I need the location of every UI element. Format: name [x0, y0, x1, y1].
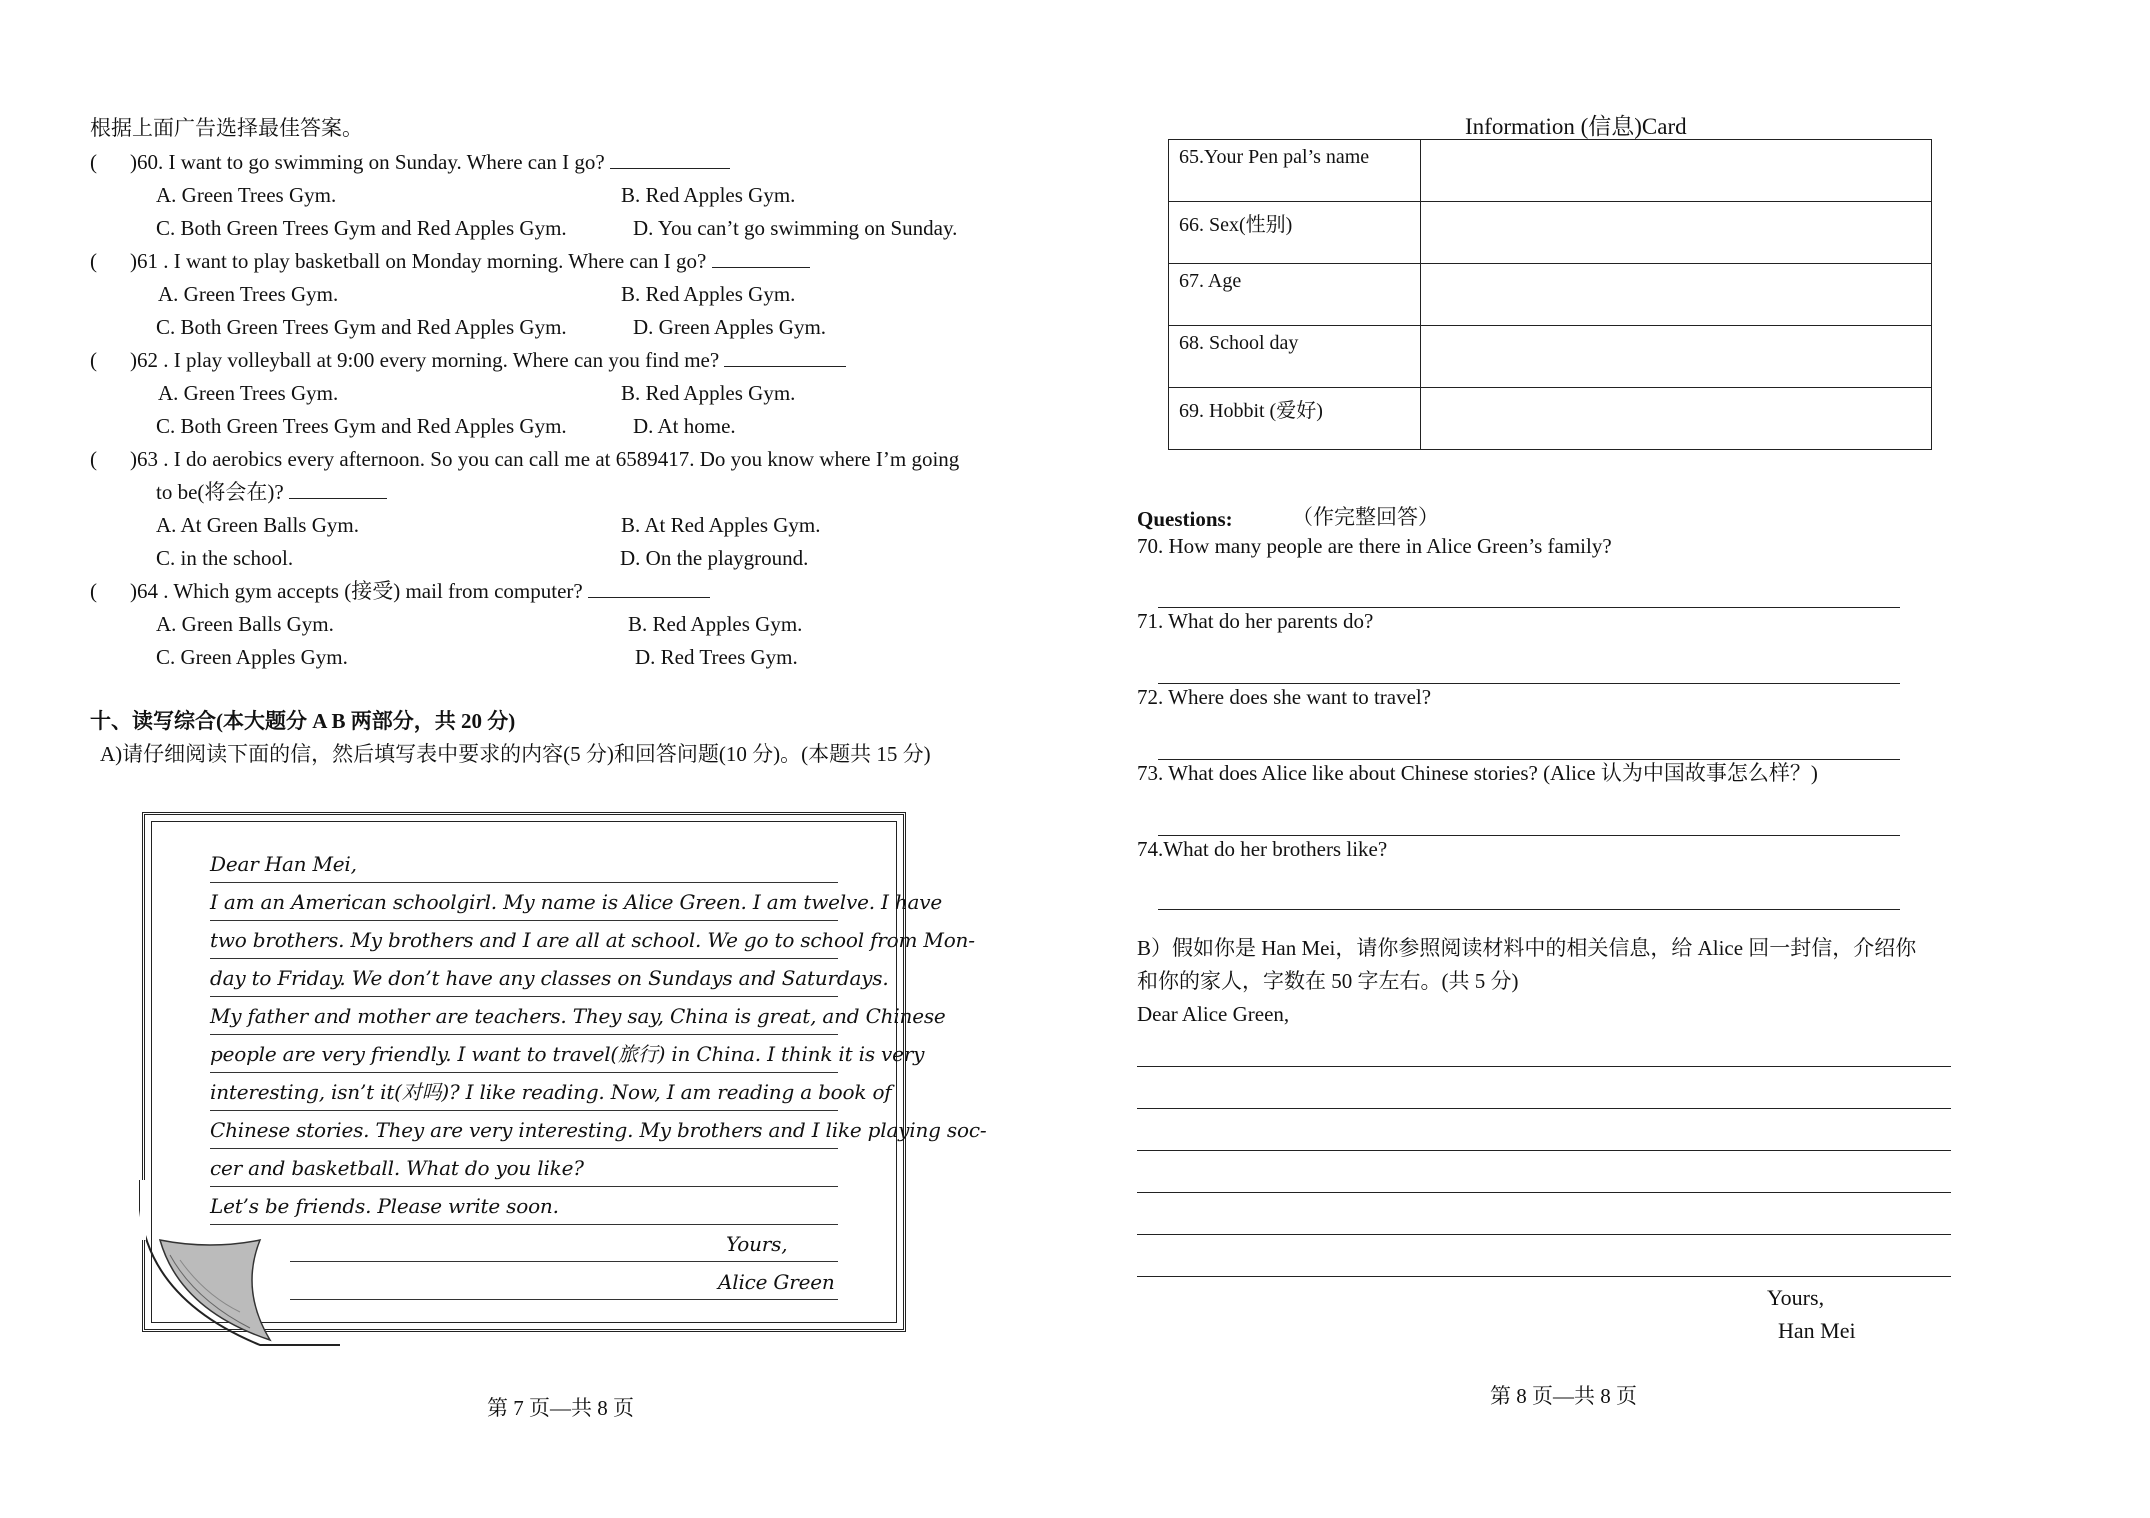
option-a[interactable]: A. Green Trees Gym.	[156, 183, 337, 207]
part-b-instruction: B）假如你是 Han Mei，请你参照阅读材料中的相关信息，给 Alice 回一封信，介绍你	[1137, 936, 1917, 960]
letter-greeting: Dear Han Mei,	[210, 846, 838, 883]
writing-line[interactable]	[1137, 1192, 1951, 1193]
card-answer-cell[interactable]	[1421, 264, 1932, 326]
option-b[interactable]: B. At Red Apples Gym.	[621, 513, 821, 537]
option-d[interactable]: D. You can’t go swimming on Sunday.	[633, 216, 958, 240]
question-73: 73. What does Alice like about Chinese stories? (Alice 认为中国故事怎么样？)	[1137, 761, 1818, 785]
option-d[interactable]: D. Red Trees Gym.	[635, 645, 798, 669]
question-71: 71. What do her parents do?	[1137, 609, 1374, 633]
letter-line: cer and basketball. What do you like?	[210, 1150, 838, 1187]
writing-line[interactable]	[1137, 1234, 1951, 1235]
card-answer-cell[interactable]	[1421, 388, 1932, 450]
card-label: 65.Your Pen pal’s name	[1169, 140, 1421, 202]
question-70: 70. How many people are there in Alice Green’s family?	[1137, 534, 1612, 558]
question-72: 72. Where does she want to travel?	[1137, 685, 1432, 709]
card-label: 66. Sex(性别)	[1169, 202, 1421, 264]
page-footer-left: 第 7 页—共 8 页	[487, 1396, 634, 1420]
table-row	[1169, 264, 1932, 326]
answer-blank[interactable]	[289, 478, 387, 499]
question-stem: )62 . I play volleyball at 9:00 every morning. Where can you find me?	[130, 346, 846, 374]
reply-signature: Han Mei	[1778, 1318, 1856, 1343]
part-b-instruction-continued: 和你的家人，字数在 50 字左右。(共 5 分)	[1137, 969, 1519, 993]
letter-line: interesting, isn’t it(对吗)? I like reading. Now, I am reading a book of	[210, 1074, 838, 1111]
reply-closing: Yours,	[1767, 1285, 1825, 1310]
intro-instruction: 根据上面广告选择最佳答案。	[90, 116, 363, 140]
question-stem: )64 . Which gym accepts (接受) mail from computer?	[130, 577, 710, 605]
answer-paren: (	[90, 447, 97, 471]
option-c[interactable]: C. Both Green Trees Gym and Red Apples Gym.	[156, 216, 567, 240]
answer-paren: (	[90, 348, 97, 372]
card-label: 68. School day	[1169, 326, 1421, 388]
letter-line: My father and mother are teachers. They say, China is great, and Chinese	[210, 998, 838, 1035]
card-title: Information (信息)Card	[1465, 114, 1687, 139]
option-c[interactable]: C. Green Apples Gym.	[156, 645, 348, 669]
option-c[interactable]: C. in the school.	[156, 546, 294, 570]
card-answer-cell[interactable]	[1421, 140, 1932, 202]
card-answer-cell[interactable]	[1421, 326, 1932, 388]
section-a-instruction: A)请仔细阅读下面的信，然后填写表中要求的内容(5 分)和回答问题(10 分)。(本题共 15 分)	[100, 742, 931, 766]
option-b[interactable]: B. Red Apples Gym.	[621, 183, 796, 207]
question-stem: )61 . I want to play basketball on Monday morning. Where can I go?	[130, 247, 810, 275]
option-b[interactable]: B. Red Apples Gym.	[621, 381, 796, 405]
option-c[interactable]: C. Both Green Trees Gym and Red Apples Gym.	[156, 414, 567, 438]
answer-blank[interactable]	[724, 346, 846, 367]
option-b[interactable]: B. Red Apples Gym.	[628, 612, 803, 636]
answer-blank[interactable]	[610, 148, 730, 169]
letter-signature: Alice Green	[290, 1264, 838, 1300]
letter-line: two brothers. My brothers and I are all at school. We go to school from Mon-	[210, 922, 838, 959]
option-b[interactable]: B. Red Apples Gym.	[621, 282, 796, 306]
table-row	[1169, 388, 1932, 450]
letter-line: people are very friendly. I want to travel(旅行) in China. I think it is very	[210, 1036, 838, 1073]
option-c[interactable]: C. Both Green Trees Gym and Red Apples Gym.	[156, 315, 567, 339]
answer-paren: (	[90, 249, 97, 273]
writing-line[interactable]	[1137, 1066, 1951, 1067]
questions-label: Questions:	[1137, 507, 1233, 531]
question-74: 74.What do her brothers like?	[1137, 837, 1388, 861]
card-label: 69. Hobbit (爱好)	[1169, 388, 1421, 450]
questions-note: （作完整回答）	[1292, 505, 1439, 529]
question-stem-continued: to be(将会在)?	[156, 478, 387, 506]
option-d[interactable]: D. On the playground.	[620, 546, 809, 570]
question-stem: )63 . I do aerobics every afternoon. So you can call me at 6589417. Do you know where I’m going	[130, 447, 960, 471]
card-answer-cell[interactable]	[1421, 202, 1932, 264]
letter-line: Let’s be friends. Please write soon.	[210, 1188, 838, 1225]
option-a[interactable]: A. At Green Balls Gym.	[156, 513, 359, 537]
answer-paren: (	[90, 579, 97, 603]
writing-line[interactable]	[1137, 1150, 1951, 1151]
answer-line[interactable]	[1158, 909, 1900, 910]
writing-line[interactable]	[1137, 1276, 1951, 1277]
letter-line: I am an American schoolgirl. My name is Alice Green. I am twelve. I have	[210, 884, 838, 921]
card-label: 67. Age	[1169, 264, 1421, 326]
information-card-table	[1168, 139, 1932, 450]
table-row	[1169, 140, 1932, 202]
reply-salutation: Dear Alice Green,	[1137, 1002, 1290, 1026]
letter-line: day to Friday. We don’t have any classes on Sundays and Saturdays.	[210, 960, 838, 997]
section-title: 十、读写综合(本大题分 A B 两部分，共 20 分)	[90, 709, 516, 733]
page-footer-right: 第 8 页—共 8 页	[1490, 1384, 1637, 1408]
question-stem: )60. I want to go swimming on Sunday. Where can I go?	[130, 148, 730, 176]
letter-line: Chinese stories. They are very interesting. My brothers and I like playing soc-	[210, 1112, 838, 1149]
option-d[interactable]: D. Green Apples Gym.	[633, 315, 827, 339]
answer-paren: (	[90, 150, 97, 174]
option-a[interactable]: A. Green Trees Gym.	[158, 381, 339, 405]
option-d[interactable]: D. At home.	[633, 414, 736, 438]
answer-blank[interactable]	[588, 577, 710, 598]
table-row	[1169, 202, 1932, 264]
option-a[interactable]: A. Green Trees Gym.	[158, 282, 339, 306]
writing-line[interactable]	[1137, 1108, 1951, 1109]
option-a[interactable]: A. Green Balls Gym.	[156, 612, 334, 636]
table-row	[1169, 326, 1932, 388]
answer-blank[interactable]	[712, 247, 810, 268]
letter-closing: Yours,	[290, 1226, 838, 1262]
